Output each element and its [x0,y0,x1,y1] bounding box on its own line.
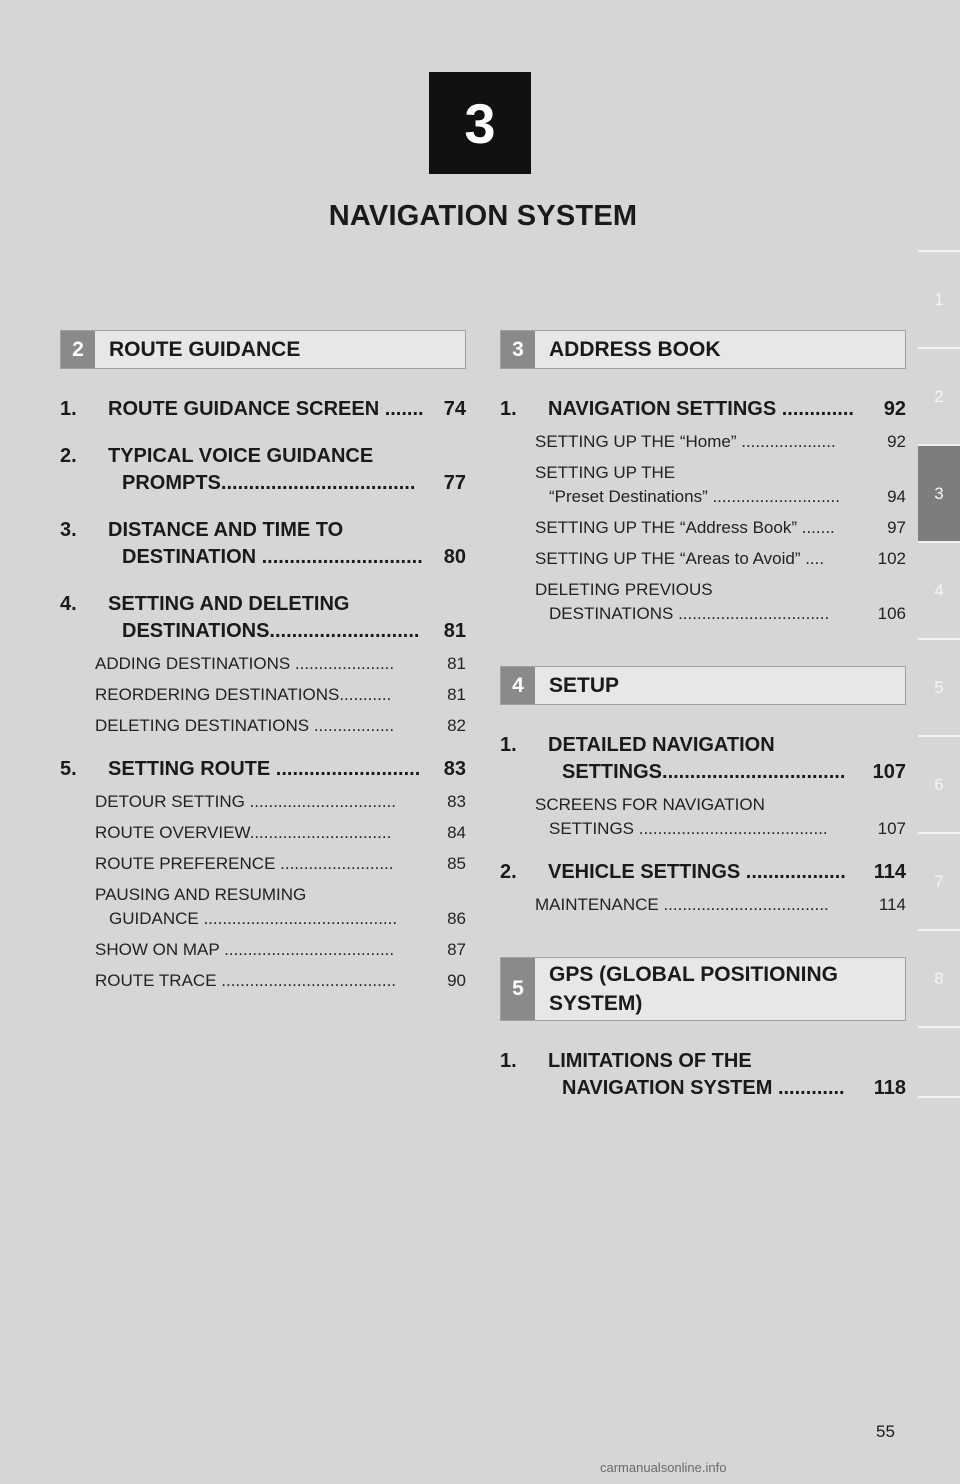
tab-9[interactable] [918,1026,960,1098]
toc-subitem[interactable]: REORDERING DESTINATIONS........... 81 [95,685,466,704]
toc-subitem[interactable]: SETTING UP THE “Home” .................... 92 [535,432,906,451]
toc-subitem[interactable]: ROUTE PREFERENCE ........................ 85 [95,854,466,873]
toc-item[interactable]: 2. VEHICLE SETTINGS .................. 114 [500,859,906,886]
tab-2[interactable]: 2 [918,347,960,444]
toc-subitem[interactable]: MAINTENANCE ................................... 114 [535,895,906,914]
toc-subitem[interactable]: SHOW ON MAP .................................... 87 [95,940,466,959]
right-column [500,330,906,1122]
toc-item[interactable]: 1. ROUTE GUIDANCE SCREEN ....... 74 [60,396,466,423]
page-ref: 77 [443,472,466,494]
chapter-number: 3 [464,91,496,155]
section-title: SETUP [549,674,620,697]
page-ref: 74 [443,398,466,420]
tab-6[interactable]: 6 [918,735,960,832]
section-title: ROUTE GUIDANCE [109,338,301,361]
toc-subitem[interactable]: DETOUR SETTING ............................... 83 [95,792,466,811]
toc-subitem[interactable]: DELETING PREVIOUS DESTINATIONS ................................ 106 [535,580,906,623]
section-header-setup [500,666,906,705]
section-number: 2 [61,331,95,368]
toc-item[interactable]: 1. LIMITATIONS OF THE NAVIGATION SYSTEM ............ 118 [500,1048,906,1102]
toc-subitem[interactable]: ROUTE OVERVIEW.............................. 84 [95,823,466,842]
toc-subitem[interactable]: ROUTE TRACE ..................................... 90 [95,971,466,990]
page-ref: 118 [873,1077,906,1099]
toc-item[interactable]: 1. DETAILED NAVIGATION SETTINGS................................. 107 [500,732,906,786]
tab-7[interactable]: 7 [918,832,960,929]
page-ref: 92 [883,398,906,420]
page-ref: 83 [443,758,466,780]
chapter-title: NAVIGATION SYSTEM [328,200,638,232]
section-header-route-guidance [60,330,466,369]
left-column [60,330,466,1011]
section-title: GPS (GLOBAL POSITIONING SYSTEM) [549,963,838,1015]
section-title: ADDRESS BOOK [549,338,721,361]
toc-item[interactable]: 1. NAVIGATION SETTINGS ............. 92 [500,396,906,423]
toc-item[interactable]: 3. DISTANCE AND TIME TO DESTINATION ............................. 80 [60,517,466,571]
tab-1[interactable]: 1 [918,250,960,347]
section-number: 5 [501,958,535,1020]
section-header-gps [500,957,906,1021]
chapter-number-box [429,72,531,174]
chapter-tabs [918,250,960,1098]
toc-item[interactable]: 4. SETTING AND DELETING DESTINATIONS........................... 81 [60,591,466,645]
page-ref: 114 [873,861,906,883]
tab-3[interactable]: 3 [918,444,960,541]
page-ref: 80 [443,546,466,568]
section-number: 4 [501,667,535,704]
tab-8[interactable]: 8 [918,929,960,1026]
toc-subitem[interactable]: SCREENS FOR NAVIGATION SETTINGS ........................................ 107 [535,795,906,838]
tab-5[interactable]: 5 [918,638,960,735]
section-number: 3 [501,331,535,368]
toc-subitem[interactable]: DELETING DESTINATIONS ................. 82 [95,716,466,735]
page-ref: 107 [872,761,906,783]
page-number: 55 [876,1422,895,1441]
toc-subitem[interactable]: SETTING UP THE “Address Book” ....... 97 [535,518,906,537]
toc-subitem[interactable]: SETTING UP THE “Areas to Avoid” .... 102 [535,549,906,568]
page-ref: 81 [443,620,466,642]
toc-item[interactable]: 5. SETTING ROUTE .......................... 83 [60,756,466,783]
toc-subitem[interactable]: SETTING UP THE “Preset Destinations” ........................... 94 [535,463,906,506]
toc-subitem[interactable]: PAUSING AND RESUMING GUIDANCE ......................................... 86 [95,885,466,928]
toc-item[interactable]: 2. TYPICAL VOICE GUIDANCE PROMPTS................................... 77 [60,443,466,497]
watermark: carmanualsonline.info [600,1460,727,1475]
tab-4[interactable]: 4 [918,541,960,638]
toc-subitem[interactable]: ADDING DESTINATIONS ..................... 81 [95,654,466,673]
section-header-address-book [500,330,906,369]
